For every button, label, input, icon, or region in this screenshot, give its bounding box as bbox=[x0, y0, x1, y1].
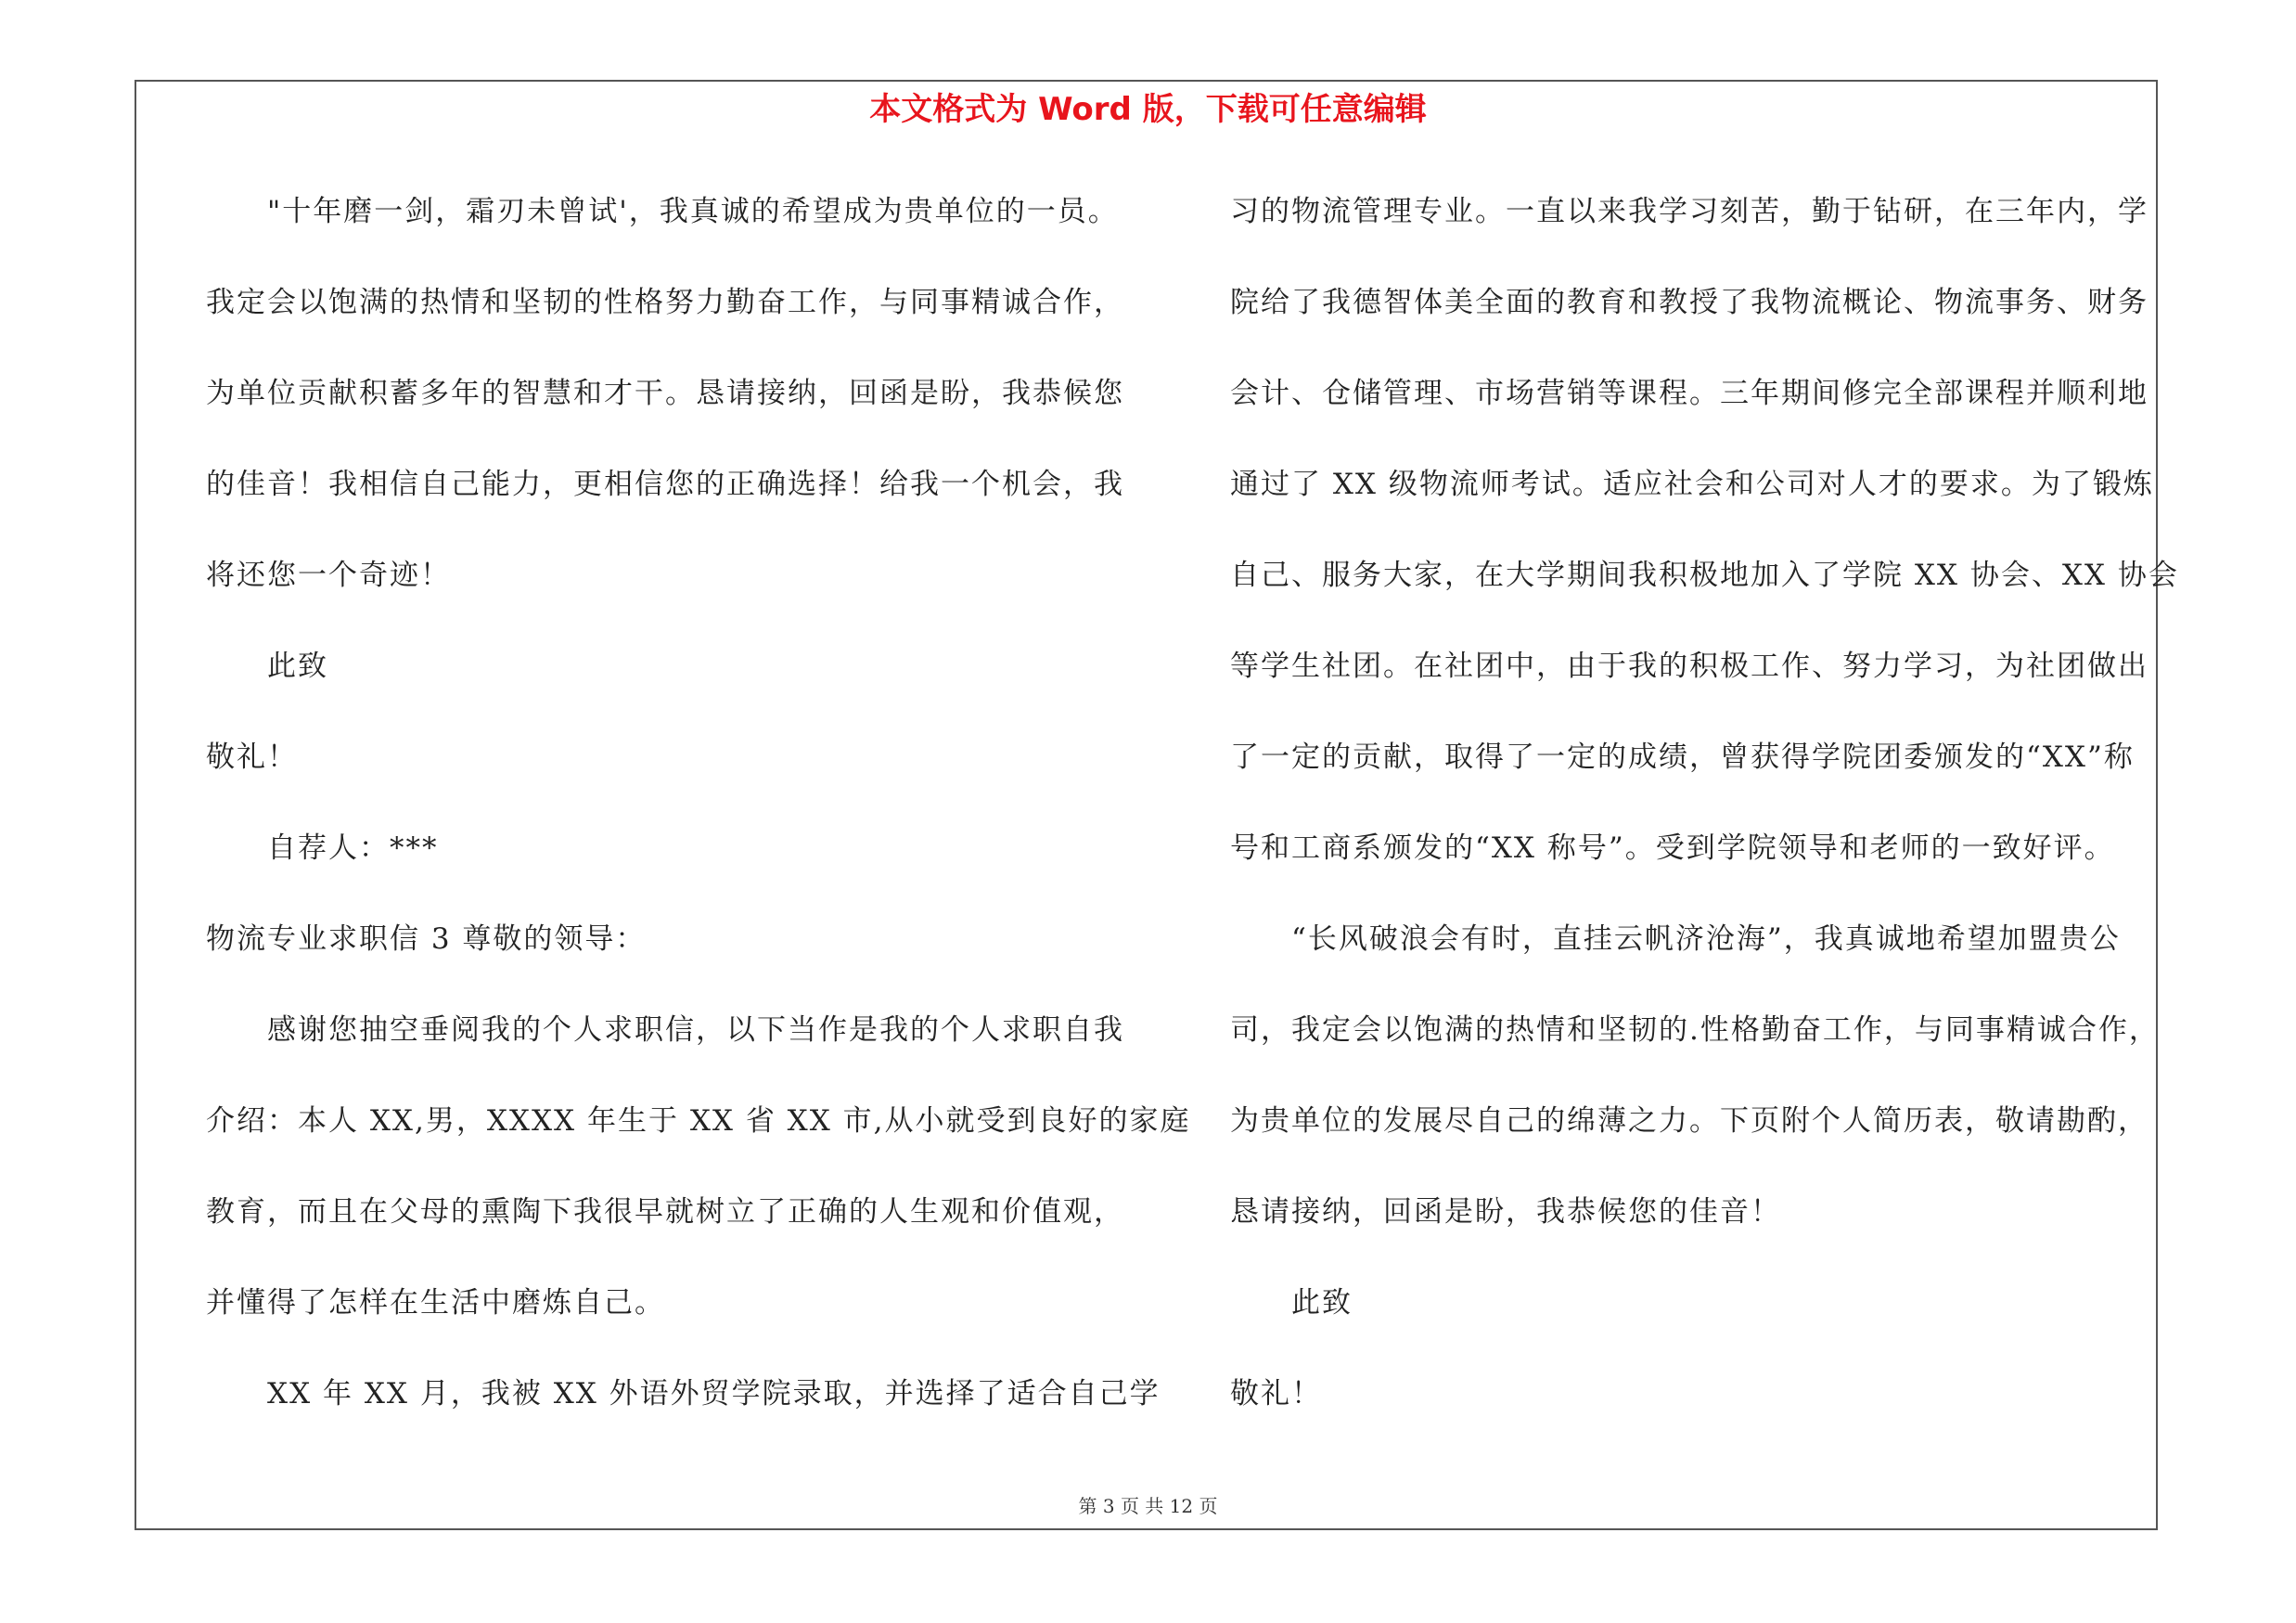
text-line: 物流专业求职信 3 尊敬的领导： bbox=[206, 922, 647, 956]
text-line: 会计、仓储管理、市场营销等课程。三年期间修完全部课程并顺利地 bbox=[1230, 377, 2148, 410]
text-line: 号和工商系颁发的“XX 称号”。受到学院领导和老师的一致好评。 bbox=[1230, 831, 2115, 865]
text-line: 院给了我德智体美全面的教育和教授了我物流概论、物流事务、财务 bbox=[1230, 286, 2148, 319]
text-line: 并懂得了怎样在生活中磨炼自己。 bbox=[206, 1286, 665, 1320]
text-line: XX 年 XX 月，我被 XX 外语外贸学院录取，并选择了适合自己学 bbox=[267, 1377, 1161, 1410]
text-line: 为单位贡献积蓄多年的智慧和才干。恳请接纳，回函是盼，我恭候您 bbox=[206, 377, 1124, 410]
text-line: 敬礼！ bbox=[206, 741, 298, 774]
text-line: 此致 bbox=[267, 650, 328, 683]
text-line: 敬礼！ bbox=[1230, 1377, 1322, 1410]
left-column bbox=[206, 184, 1191, 1457]
text-line: 等学生社团。在社团中，由于我的积极工作、努力学习，为社团做出 bbox=[1230, 650, 2148, 683]
text-line: 自荐人：*** bbox=[267, 831, 439, 865]
text-line: 的佳音！我相信自己能力，更相信您的正确选择！给我一个机会，我 bbox=[206, 468, 1124, 501]
text-line: 为贵单位的发展尽自己的绵薄之力。下页附个人简历表，敬请勘酌， bbox=[1230, 1104, 2148, 1138]
text-line: “长风破浪会有时，直挂云帆济沧海”，我真诚地希望加盟贵公 bbox=[1291, 922, 2121, 956]
text-line: "十年磨一剑，霜刃未曾试'，我真诚的希望成为贵单位的一员。 bbox=[267, 195, 1119, 228]
text-line: 教育，而且在父母的熏陶下我很早就树立了正确的人生观和价值观， bbox=[206, 1195, 1124, 1229]
text-line: 通过了 XX 级物流师考试。适应社会和公司对人才的要求。为了锻炼 bbox=[1230, 468, 2154, 501]
text-line: 我定会以饱满的热情和坚韧的性格努力勤奋工作，与同事精诚合作， bbox=[206, 286, 1124, 319]
text-line: 自己、服务大家，在大学期间我积极地加入了学院 XX 协会、XX 协会 bbox=[1230, 559, 2179, 592]
format-banner: 本文格式为 Word 版，下载可任意编辑 bbox=[869, 91, 1427, 128]
text-line: 此致 bbox=[1291, 1286, 1353, 1320]
page-number-footer: 第 3 页 共 12 页 bbox=[1078, 1495, 1218, 1517]
text-line: 司，我定会以饱满的热情和坚韧的.性格勤奋工作，与同事精诚合作， bbox=[1230, 1013, 2160, 1047]
text-line: 将还您一个奇迹！ bbox=[206, 559, 451, 592]
text-line: 感谢您抽空垂阅我的个人求职信，以下当作是我的个人求职自我 bbox=[267, 1013, 1124, 1047]
right-column bbox=[1230, 184, 2179, 1457]
text-line: 了一定的贡献，取得了一定的成绩，曾获得学院团委颁发的“XX”称 bbox=[1230, 741, 2135, 774]
text-line: 介绍：本人 XX,男，XXXX 年生于 XX 省 XX 市,从小就受到良好的家庭 bbox=[206, 1104, 1191, 1138]
text-line: 恳请接纳，回函是盼，我恭候您的佳音！ bbox=[1230, 1195, 1781, 1229]
text-line: 习的物流管理专业。一直以来我学习刻苦，勤于钻研，在三年内，学 bbox=[1230, 195, 2148, 228]
